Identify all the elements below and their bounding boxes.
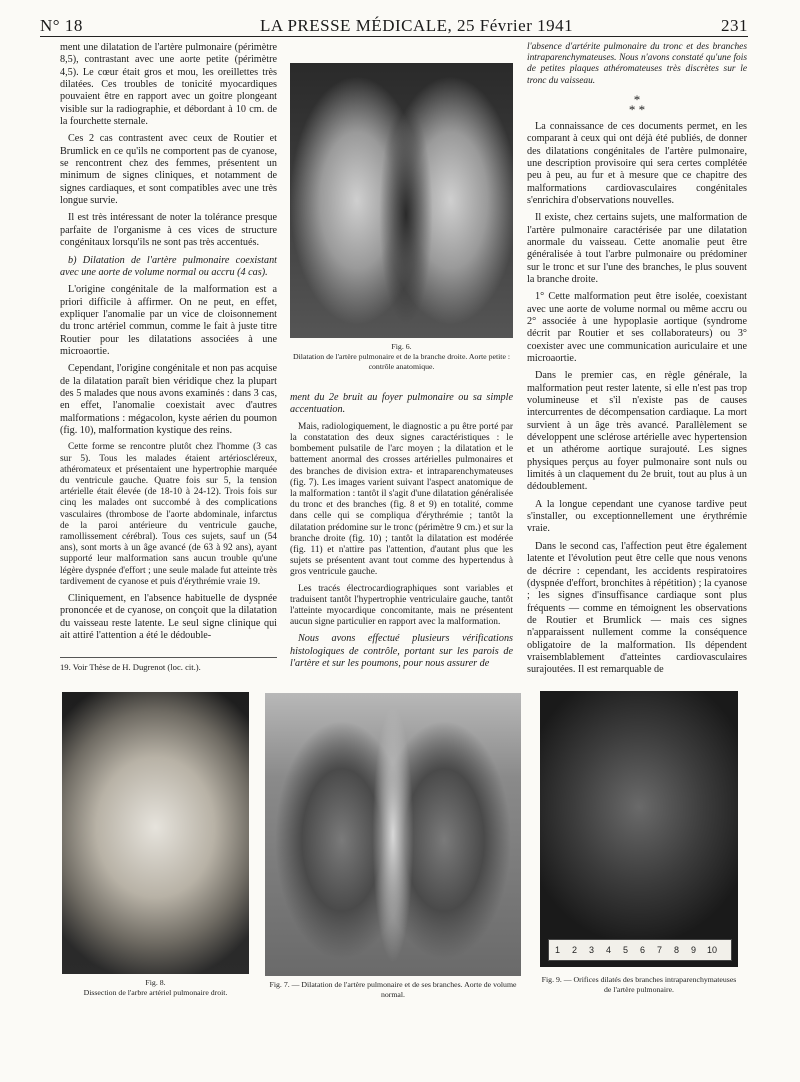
paragraph: L'origine congénitale de la malformation est a priori difficile à affirmer. On ne peut, en effet, expliquer l'anomalie par un vice de cloisonnement du tronc artériel commun, comme le fait à juste titre Routier pour les dilatations associées à une microaortie. (60, 284, 277, 357)
column-middle (290, 392, 513, 675)
section-separator: * * * (628, 91, 646, 117)
paragraph: Cette forme se rencontre plutôt chez l'homme (3 cas sur 5). Tous les malades étaient artérioscléreux, athéromateux et présentaient une hypertrophie marquée du ventricule gauche. Quatre fois sur 5, la tension artérielle était élevée (de 18-10 à 24-12). Trois fois sur cinq les malades ont succombé à des complications vasculaires (thrombose de l'aorte abdominale, infarctus de la paroi antérieure du ventricule gauche, ramollissement cérébral). Tous ces sujets, sauf un (54 ans), sont morts à un âge avancé (de 63 à 92 ans), ayant supporté leur malformation sans aucun trouble qu'une légère dyspnée d'effort ; une seule malade fut atteinte très tardivement de cyanose et puis d'érythrémie vraie 19. (60, 442, 277, 587)
paragraph: Mais, radiologiquement, le diagnostic a pu être porté par la constatation des deux signes caractéristiques : le bombement pulsatile de l'arc moyen ; la dilatation et le battement anormal des crosses artérielles pulmonaires et des branches de division extra- et intraparenchymateuses (fig. 7). Les images varient suivant l'aspect anatomique de la malformation : tantôt il s'agit d'une dilatation généralisée du tronc et des branches (fig. 8 et 9) en totalité, comme dans celle qui se compliqua d'érythrémie ; tantôt la dilatation prédomine sur le tronc (périmètre 9 cm.) et sur la branche droite (fig. 10) ; tantôt la dilatation est modérée (fig. 11) et n'attire pas l'attention, d'autant plus que les sujets se présentent avant tout comme des hypertendus à gros ventricule gauche. (290, 421, 513, 578)
ruler-number: 2 (572, 945, 578, 955)
subheading: b) Dilatation de l'artère pulmonaire coexistant avec une aorte de volume normal ou accru (4 cas). (60, 254, 277, 278)
paragraph: Dans le premier cas, en règle générale, la malformation peut rester latente, si elle n'est pas trop volumineuse et s'il n'existe pas de causes intercurrentes de décompensation cardiaque. La mort survient à un âge très avancé. Parallèlement se développent une sclérose artérielle avec hypertension et un athérome aortique surajouté. Les signes physiques perçus au foyer pulmonaire sont nuls ou limités à un claquement du 2e bruit, tout au plus à un dédoublement. (527, 370, 747, 493)
journal-title: LA PRESSE MÉDICALE, 25 Février 1941 (260, 16, 574, 35)
page-header (40, 6, 748, 35)
figure-6-radiograph (290, 63, 513, 338)
ruler-number: 6 (640, 945, 646, 955)
figure-7-caption: Fig. 7. — Dilatation de l'artère pulmonaire et de ses branches. Aorte de volume normal. (269, 980, 517, 999)
paragraph: ment une dilatation de l'artère pulmonaire (périmètre 8,5), contrastant avec une aorte petite (périmètre 4,5). Le cœur était gros et mou, les oreillettes très dilatées. Ces troubles de tonicité myocardiques pouvaient être en rapport avec un goitre plongeant visible sur la radiographie, et débordant à 10 cm. de la fourchette sternale. (60, 42, 277, 128)
paragraph: Il est très intéressant de noter la tolérance presque parfaite de l'organisme à ces vices de structure congénitaux lorsqu'ils ne sont pas très accentués. (60, 212, 277, 249)
figure-8-caption: Fig. 8. Dissection de l'arbre artériel pulmonaire droit. (83, 978, 228, 997)
header-rule (40, 36, 748, 37)
paragraph: Les tracés électrocardiographiques sont variables et traduisent tantôt l'hypertrophie ventriculaire gauche, tantôt l'atteinte myocardique concomitante, mais ne présentent aucun signe particulier en rapport avec la malformation. (290, 583, 513, 628)
ruler-number: 4 (606, 945, 612, 955)
paragraph: Cliniquement, en l'absence habituelle de dyspnée prononcée et de cyanose, on conçoit que la dilatation du vaisseau reste latente. Le seul signe clinique qui ait attiré l'attention a été le dédouble- (60, 592, 277, 641)
page-number-left: N° 18 (40, 16, 83, 35)
figure-9-specimen-photo (540, 691, 738, 967)
paragraph: Cependant, l'origine congénitale et non pas acquise de la dilatation paraît bien véridique chez la plupart des 5 malades que nous avons examinés : dans 3 cas, en effet, l'anomalie coexistait avec d'autres malformations : mégacolon, kyste aérien du poumon (fig. 10), malformation kystique des reins. (60, 363, 277, 436)
paragraph: Dans le second cas, l'affection peut être également latente et l'évolution peut être celle que nous venons de décrire : cependant, les accidents respiratoires (dyspnée d'effort, bronchites à répétition) ; la cyanose ; les signes d'insuffisance cardiaque sont plus fréquents — comme en témoignent les observations de Routier et Brumlick — mais ces signes n'apparaissent nullement comme la conséquence obligatoire de la malformation. Ils dépendent vraisemblablement d'atteintes cardiovasculaires surajoutées. Il est remarquable de (527, 540, 747, 676)
ruler-number: 5 (623, 945, 629, 955)
figure-8-dissection-photo (62, 692, 249, 974)
ruler-number: 7 (657, 945, 663, 955)
ruler-number: 3 (589, 945, 595, 955)
paragraph: La connaissance de ces documents permet, en les comparant à ceux qui ont déjà été publiés, de donner des dilatations congénitales de l'artère pulmonaire, une description provisoire qui sera certes complétée peu à peu, au fur et à mesure que ce chapitre des malformations cardiovasculaires congénitales s'enrichira d'observations nouvelles. (527, 120, 747, 206)
column-left (60, 42, 277, 647)
paragraph: A la longue cependant une cyanose tardive peut s'installer, ou exceptionnellement une érythrémie vraie. (527, 498, 747, 535)
ruler-number: 1 (555, 945, 561, 955)
paragraph: Ces 2 cas contrastent avec ceux de Routier et Brumlick en ce qu'ils ne comportent pas de cyanose, se rencontrent chez des femmes, présentent un minimum de signes cliniques, et notamment de signes cardiaques, et sont compatibles avec une très longue survie. (60, 133, 277, 207)
ruler-number: 10 (707, 945, 718, 955)
paragraph: Il existe, chez certains sujets, une malformation de l'artère pulmonaire caractérisée par une dilatation anormale du vaisseau. Cette anomalie peut être généralisée à tout l'arbre pulmonaire ou prédominer sur le tronc et sur l'une des branches, le plus souvent la branche droite. (527, 212, 747, 285)
ruler-number: 8 (674, 945, 680, 955)
footnote: 19. Voir Thèse de H. Dugrenot (loc. cit.). (60, 657, 277, 673)
measurement-ruler (548, 939, 732, 961)
paragraph: ment du 2e bruit au foyer pulmonaire ou sa simple accentuation. (290, 392, 513, 416)
figure-6-caption: Fig. 6. Dilatation de l'artère pulmonaire et de la branche droite. Aorte petite : contrôle anatomique. (292, 342, 511, 371)
paragraph: 1° Cette malformation peut être isolée, coexistant avec une aorte de volume normal ou même accru ou 2° associée à une hypoplasie aortique (syndrome décrit par Routier et ses collaborateurs) ou 3° coexister avec une communication auriculaire et une microaortie. (527, 291, 747, 364)
ruler-number: 9 (691, 945, 697, 955)
column-right (527, 42, 747, 682)
figure-7-radiograph (265, 693, 521, 976)
paragraph: l'absence d'artérite pulmonaire du tronc et des branches intraparenchymateuses. Nous n'avons constaté qu'une fois de petites plaques athéromateuses très discrètes sur le tronc du vaisseau. (527, 42, 747, 86)
paragraph: Nous avons effectué plusieurs vérifications histologiques de contrôle, portant sur les parois de l'artère et sur les poumons, pour nous assurer de (290, 633, 513, 670)
page-number-right: 231 (721, 16, 748, 35)
figure-9-caption: Fig. 9. — Orifices dilatés des branches intraparenchymateuses de l'artère pulmonaire. (541, 975, 737, 994)
